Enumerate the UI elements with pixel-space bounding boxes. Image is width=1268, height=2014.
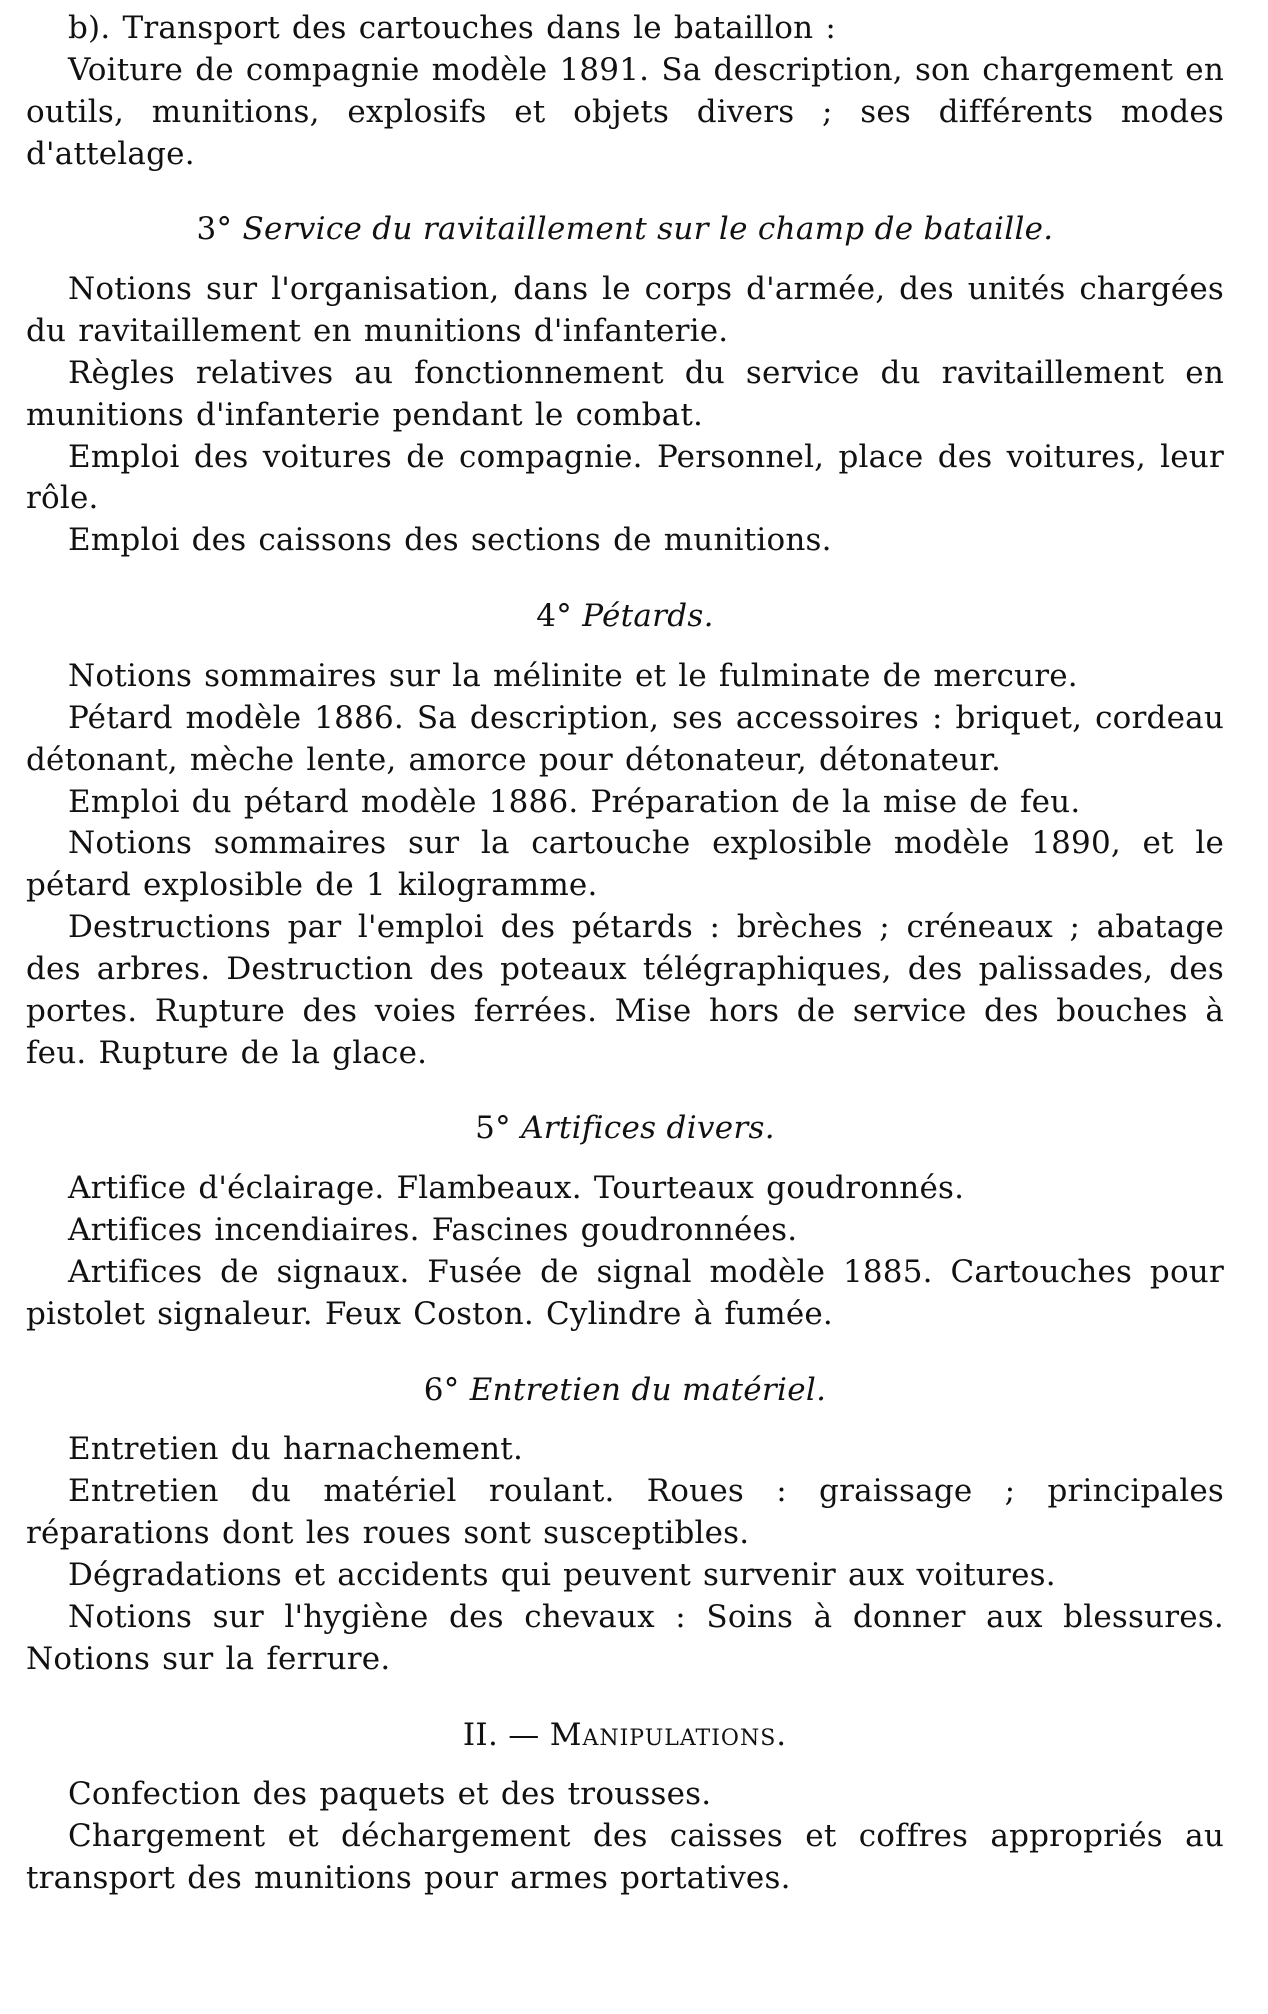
paragraph: Artifices de signaux. Fusée de signal modèle 1885. Cartouches pour pistolet signaleur. Feux Coston. Cylindre à fumée. [26,1253,1224,1332]
paragraph: Emploi des caissons des sections de munitions. [68,522,832,559]
paragraph: Artifice d'éclairage. Flambeaux. Tourteaux goudronnés. [68,1170,965,1207]
paragraph: Emploi des voitures de compagnie. Personnel, place des voitures, leur rôle. [26,438,1224,517]
section-entretien [26,1370,1224,1681]
text-column [26,8,1224,1900]
section-petards [26,596,1224,1074]
paragraph: Notions sommaires sur la cartouche explosible modèle 1890, et le pétard explosible de 1 kilogramme. [26,825,1224,904]
section-heading [26,1108,1224,1150]
section-title: Manipulations. [549,1716,788,1753]
section-manipulations [26,1715,1224,1900]
paragraph: Confection des paquets et des trousses. [68,1776,712,1813]
section-artifices [26,1108,1224,1335]
paragraph: Notions sur l'hygiène des chevaux : Soins à donner aux blessures. Notions sur la ferrure. [26,1598,1224,1677]
section-number: 6° [423,1371,460,1408]
section-heading [26,209,1224,251]
paragraph: Voiture de compagnie modèle 1891. Sa description, son chargement en outils, munitions, explosifs et objets divers ; ses différents modes d'attelage. [26,51,1224,172]
section-title: Artifices divers. [521,1110,775,1147]
paragraph: Dégradations et accidents qui peuvent survenir aux voitures. [68,1557,1056,1593]
section-heading [26,596,1224,638]
section-title: Pétards. [582,598,714,635]
paragraph: Règles relatives au fonctionnement du service du ravitaillement en munitions d'infanterie pendant le combat. [26,354,1224,433]
paragraph: Notions sommaires sur la mélinite et le fulminate de mercure. [68,657,1078,694]
section-title: Entretien du matériel. [469,1371,827,1408]
section-number: 5° [475,1110,511,1147]
section-number: 3° [196,211,233,248]
paragraph: Emploi du pétard modèle 1886. Préparation de la mise de feu. [68,783,1081,820]
section-title: Service du ravitaillement sur le champ de bataille. [242,211,1054,248]
paragraph: Artifices incendiaires. Fascines goudronnées. [68,1212,798,1249]
paragraph: Notions sur l'organisation, dans le corps d'armée, des unités chargées du ravitaillement en munitions d'infanterie. [26,271,1224,350]
paragraph: Destructions par l'emploi des pétards : brèches ; créneaux ; abatage des arbres. Destruction des poteaux télégraphiques, des palissades, des portes. Rupture des voies ferrées. Mise hors de service des bouches à feu. Rupture de la glace. [26,909,1224,1071]
paragraph: Entretien du harnachement. [68,1431,524,1468]
section-transport-bataillon [26,8,1224,175]
paragraph: Pétard modèle 1886. Sa description, ses accessoires : briquet, cordeau détonant, mèche lente, amorce pour détonateur, détonateur. [26,699,1224,778]
section-ravitaillement [26,209,1224,562]
section-number: II. — [462,1716,540,1753]
section-heading [26,1715,1224,1757]
section-number: 4° [536,598,573,635]
paragraph: b). Transport des cartouches dans le bataillon : [68,10,836,46]
section-heading [26,1370,1224,1412]
paragraph: Entretien du matériel roulant. Roues : graissage ; principales réparations dont les roues sont susceptibles. [26,1473,1224,1552]
paragraph: Chargement et déchargement des caisses et coffres appropriés au transport des munitions pour armes portatives. [26,1818,1224,1897]
